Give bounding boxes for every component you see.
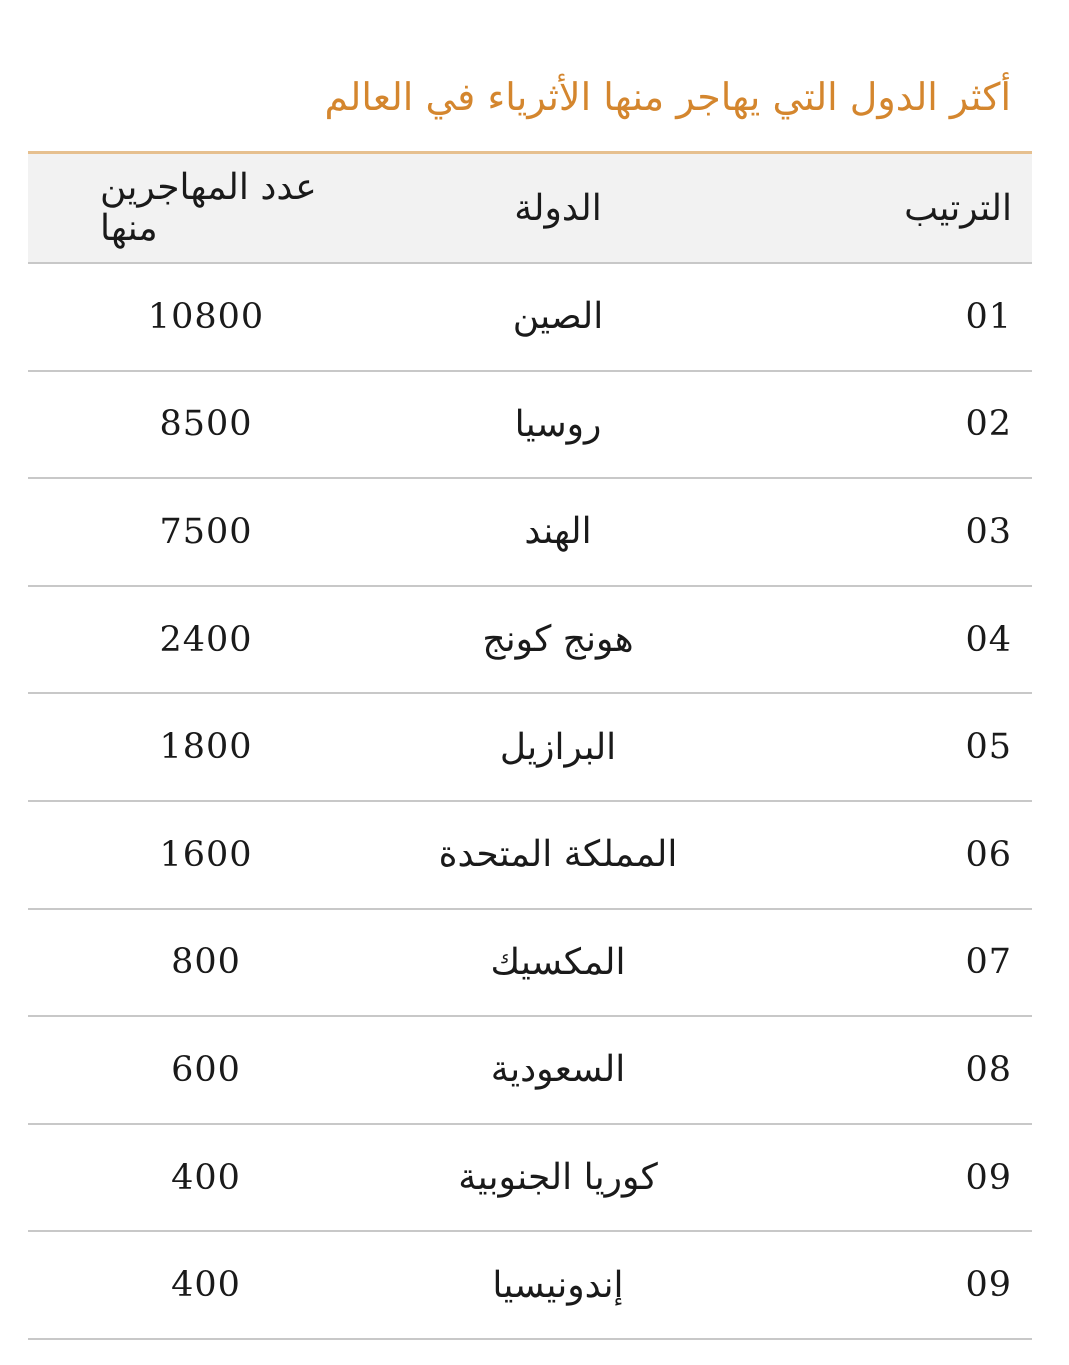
count-cell: 8500: [159, 404, 253, 445]
count-cell: 10800: [147, 296, 265, 337]
country-cell: السعودية: [490, 1049, 626, 1091]
country-cell: المملكة المتحدة: [438, 834, 678, 876]
table-row: [28, 1232, 1032, 1340]
country-cell: الصين: [512, 296, 604, 338]
count-cell: 400: [171, 1265, 241, 1306]
country-cell: هونج كونج: [482, 619, 634, 661]
country-cell: البرازيل: [499, 726, 617, 768]
count-cell: 400: [171, 1157, 241, 1198]
count-cell: 7500: [159, 511, 253, 552]
rank-cell: 04: [965, 619, 1012, 660]
count-cell: 800: [171, 942, 241, 983]
table-row: [28, 802, 1032, 910]
table-row: [28, 694, 1032, 802]
count-cell: 2400: [159, 619, 253, 660]
rank-cell: 05: [965, 727, 1012, 768]
header-count: عدد المهاجرين منها: [100, 167, 317, 249]
table-row: [28, 1017, 1032, 1125]
count-cell: 1800: [159, 727, 253, 768]
country-cell: روسيا: [514, 403, 602, 445]
rank-cell: 07: [965, 942, 1012, 983]
country-cell: المكسيك: [490, 941, 626, 983]
table-row: [28, 372, 1032, 480]
migration-table: [28, 151, 1032, 1340]
count-cell: 1600: [159, 834, 253, 875]
country-cell: الهند: [524, 511, 592, 553]
table-header-row: [28, 154, 1032, 264]
rank-cell: 09: [965, 1157, 1012, 1198]
rank-cell: 01: [965, 296, 1012, 337]
page-title: أكثر الدول التي يهاجر منها الأثرياء في العالم: [324, 75, 1011, 119]
header-rank: الترتيب: [904, 187, 1012, 229]
rank-cell: 09: [965, 1265, 1012, 1306]
table-body: [28, 264, 1032, 1340]
rank-cell: 06: [965, 834, 1012, 875]
rank-cell: 02: [965, 404, 1012, 445]
country-cell: كوريا الجنوبية: [458, 1157, 658, 1199]
rank-cell: 03: [965, 511, 1012, 552]
table-row: [28, 587, 1032, 695]
table-row: [28, 264, 1032, 372]
rank-cell: 08: [965, 1049, 1012, 1090]
count-cell: 600: [171, 1049, 241, 1090]
table-row: [28, 910, 1032, 1018]
table-row: [28, 479, 1032, 587]
country-cell: إندونيسيا: [492, 1264, 624, 1306]
header-country: الدولة: [514, 187, 602, 229]
table-row: [28, 1125, 1032, 1233]
